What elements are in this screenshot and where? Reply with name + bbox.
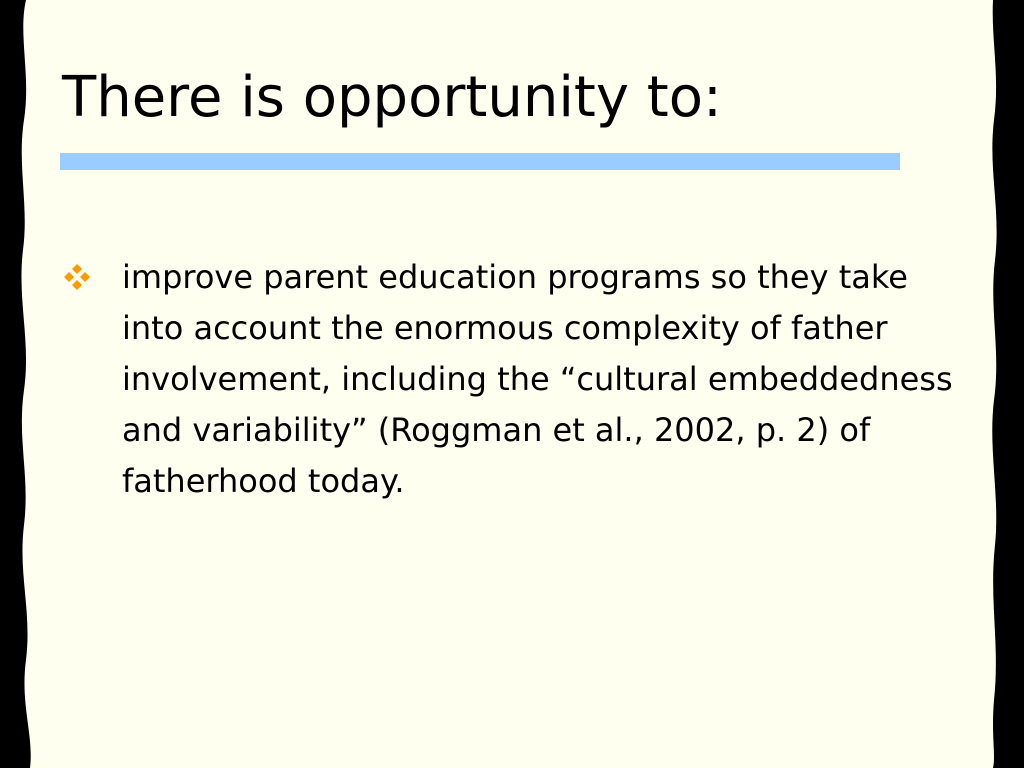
bullet-text: improve parent education programs so they take into account the enormous complexity of father involvement, including the “cultural embeddedness and variability” (Roggman et al., 2002, p. 2) of fatherhood today. — [122, 258, 953, 500]
four-diamond-bullet-icon — [62, 262, 92, 292]
slide-title: There is opportunity to: — [62, 65, 722, 130]
bullet-item — [60, 252, 970, 507]
title-underline-rule — [60, 153, 900, 170]
bullet-list — [60, 252, 970, 507]
